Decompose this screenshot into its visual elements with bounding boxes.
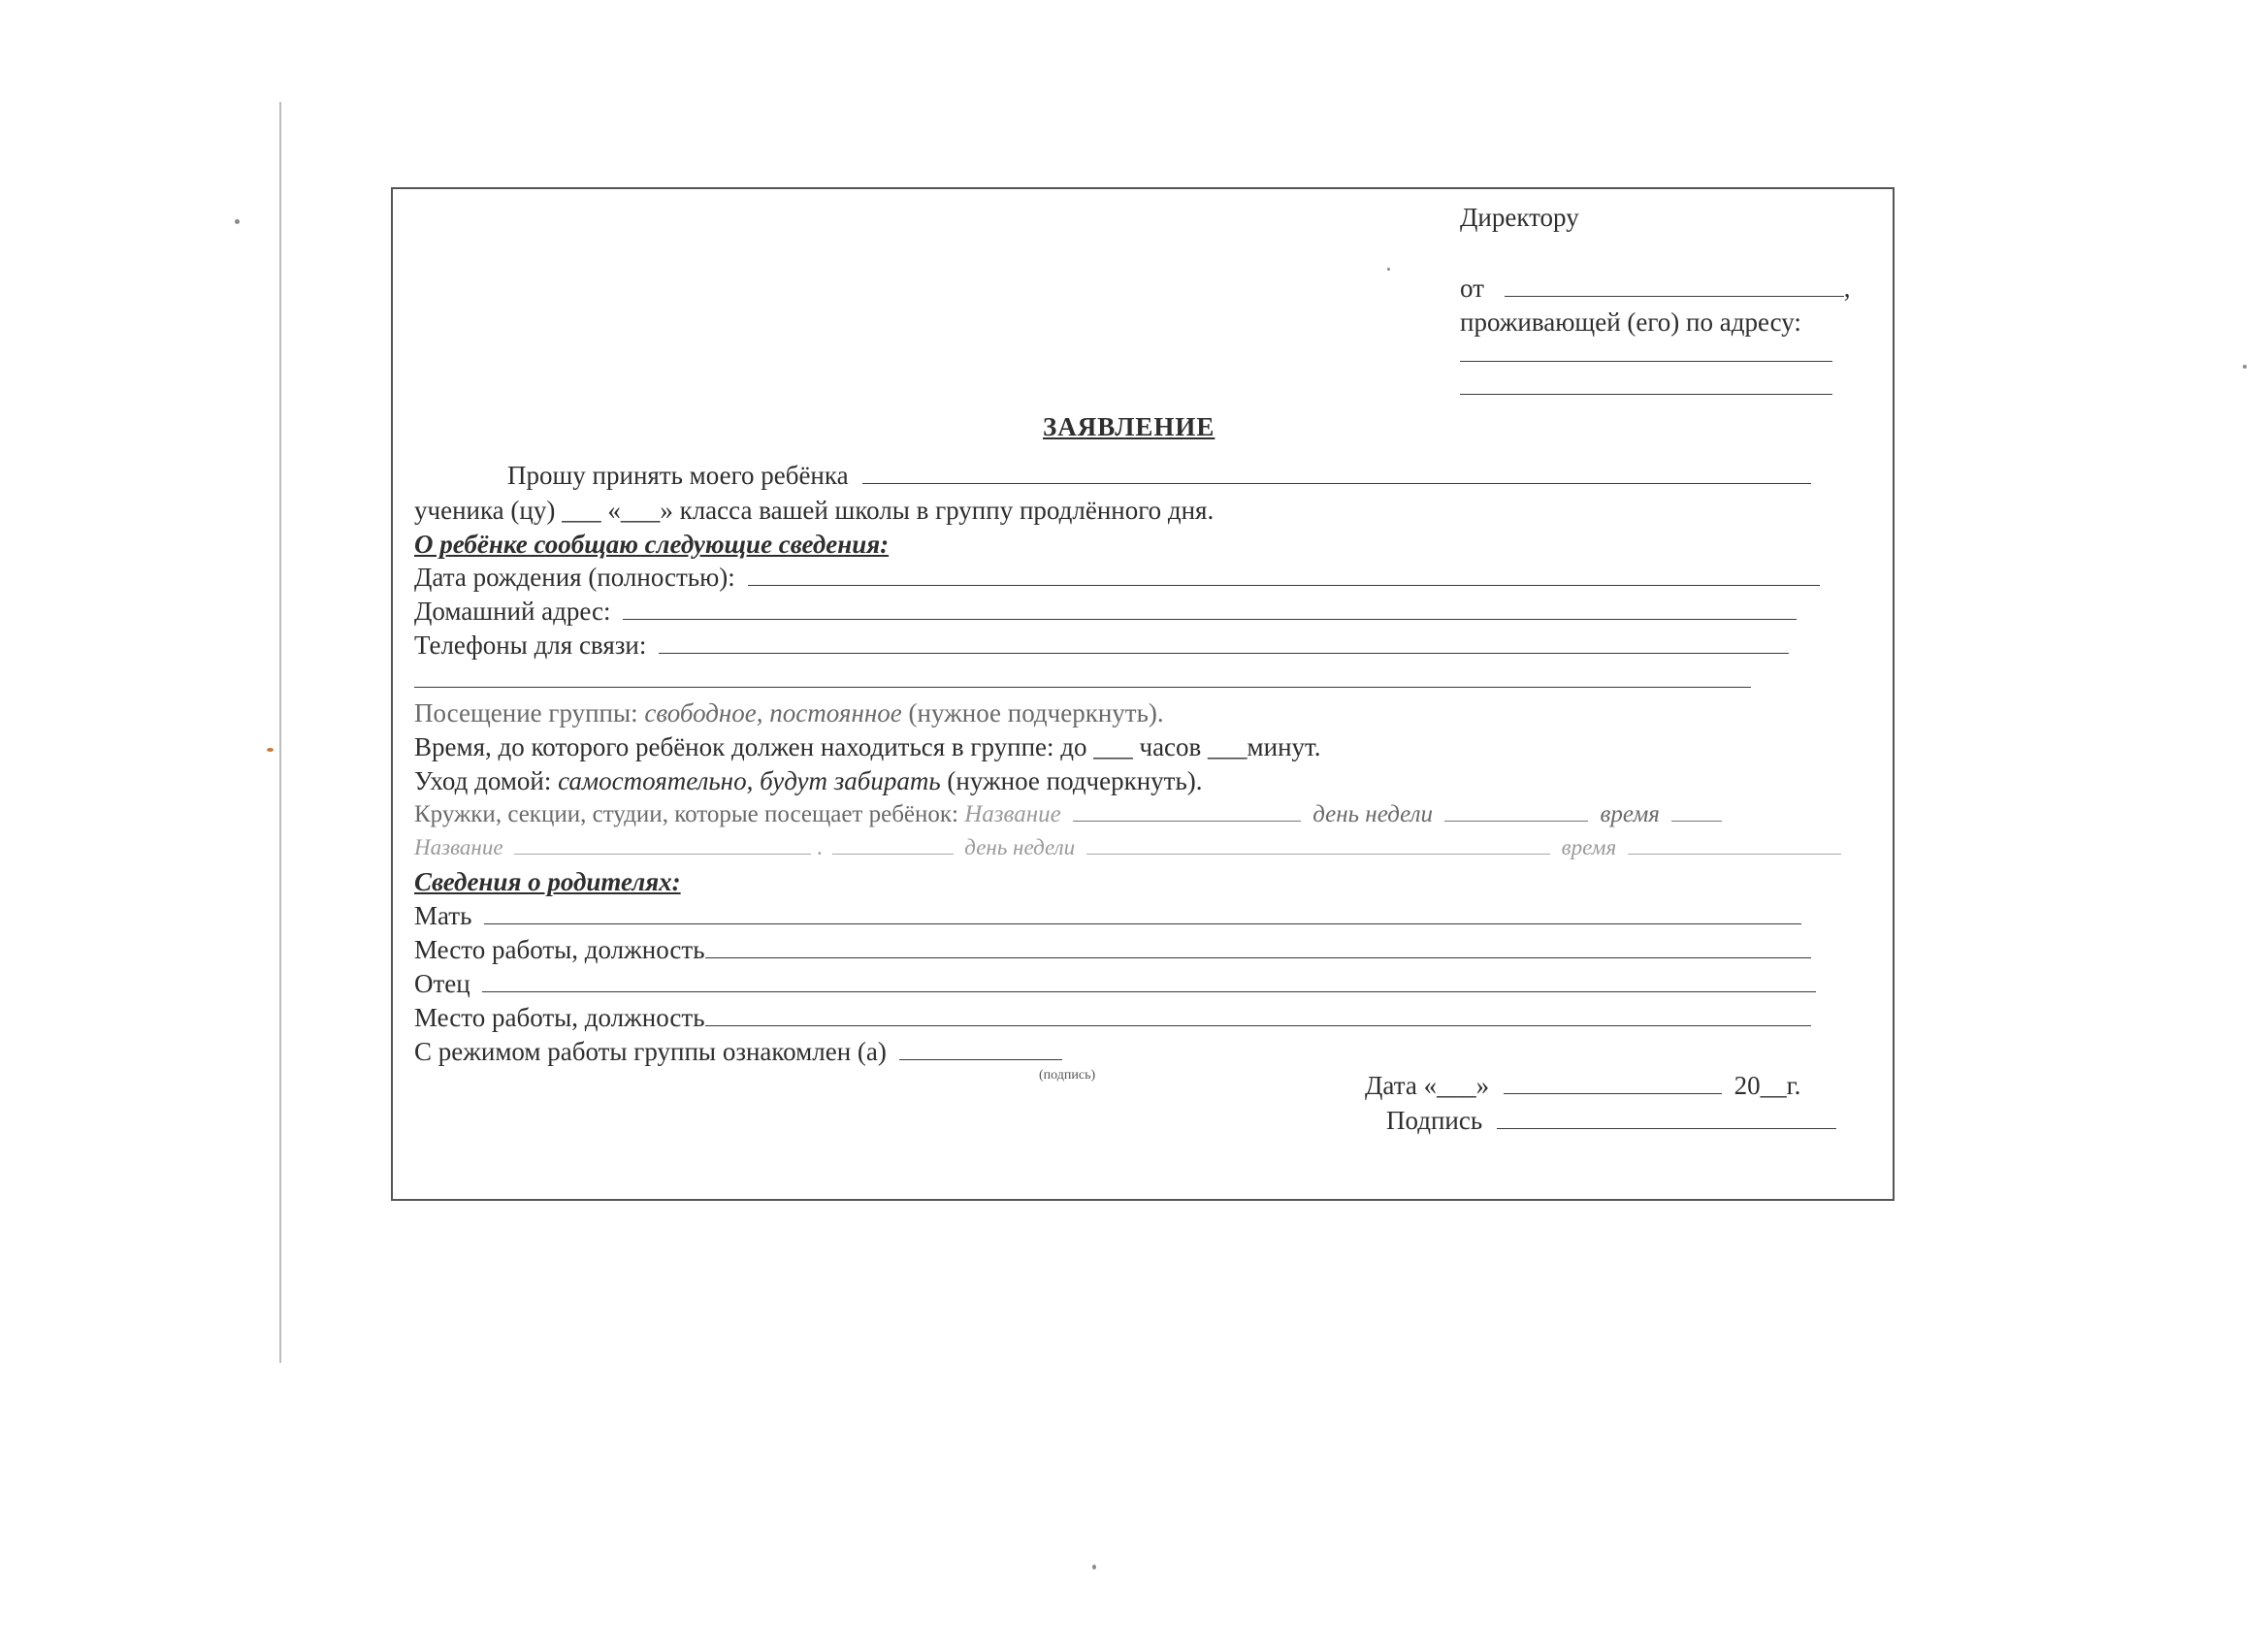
from-label: от	[1460, 274, 1484, 303]
addressee-label: Директору	[1460, 203, 1579, 232]
signature-row	[1386, 1104, 1836, 1137]
address-row-2	[1460, 370, 1832, 403]
address-field-2[interactable]	[1460, 372, 1832, 395]
father-work-label: Место работы, должность	[414, 1003, 705, 1032]
attendance-label: Посещение группы:	[414, 698, 645, 728]
phones-field[interactable]	[659, 631, 1789, 654]
acquainted-signature-field[interactable]	[899, 1038, 1062, 1060]
date-month-field[interactable]	[1504, 1072, 1722, 1094]
club-time-label-2: время	[1561, 835, 1617, 859]
address-field-1[interactable]	[1460, 340, 1832, 362]
attendance-row	[414, 696, 1164, 729]
acquainted-label: С режимом работы группы ознакомлен (а)	[414, 1037, 887, 1066]
departure-row	[414, 764, 1203, 797]
attendance-options[interactable]: свободное, постоянное	[644, 698, 902, 728]
child-name-field[interactable]	[862, 462, 1811, 484]
mother-work-row	[414, 933, 1811, 966]
signature-hint: (подпись)	[1039, 1068, 1096, 1083]
time-row: Время, до которого ребёнок должен находиться в группе: до ___ часов ___минут.	[414, 732, 1321, 761]
clubs-label: Кружки, секции, студии, которые посещает ребёнок:	[414, 801, 965, 827]
date-row	[1365, 1069, 1800, 1102]
father-row	[414, 967, 1816, 1000]
from-row	[1460, 272, 1850, 305]
club-second-row	[414, 831, 1841, 864]
from-name-field[interactable]	[1505, 275, 1844, 297]
parents-heading: Сведения о родителях:	[414, 867, 681, 896]
club-time-field-2[interactable]	[1628, 832, 1841, 855]
scan-speck	[235, 219, 240, 224]
mother-row	[414, 899, 1801, 932]
club-day-label: день недели	[1312, 801, 1434, 827]
mother-work-label: Место работы, должность	[414, 935, 705, 964]
signature-field[interactable]	[1497, 1107, 1836, 1129]
clubs-row	[414, 798, 1722, 831]
mother-field[interactable]	[484, 902, 1801, 924]
birthdate-field[interactable]	[748, 564, 1820, 586]
club-time-field[interactable]	[1671, 799, 1722, 822]
club-name-label-2: Название	[414, 835, 503, 859]
residing-label: проживающей (его) по адресу:	[1460, 307, 1801, 337]
club-name-field-2[interactable]	[514, 832, 811, 855]
scan-edge	[279, 102, 281, 1363]
request-row	[507, 459, 1811, 492]
club-day-label-2: день недели	[964, 835, 1076, 859]
club-separator: .	[817, 835, 823, 859]
from-comma: ,	[1843, 274, 1851, 303]
father-work-row	[414, 1001, 1811, 1034]
acquainted-row	[414, 1035, 1062, 1068]
birthdate-label: Дата рождения (полностью):	[414, 563, 735, 592]
departure-label: Уход домой:	[414, 766, 559, 795]
home-address-label: Домашний адрес:	[414, 597, 611, 626]
form-title: ЗАЯВЛЕНИЕ	[1043, 412, 1215, 441]
signature-label: Подпись	[1386, 1106, 1483, 1135]
club-extra-field-2[interactable]	[832, 832, 954, 855]
departure-note: (нужное подчеркнуть).	[940, 766, 1203, 795]
mother-work-field[interactable]	[705, 936, 1811, 958]
club-name-label: Название	[964, 801, 1061, 827]
club-day-field-2[interactable]	[1086, 832, 1550, 855]
request-label: Прошу принять моего ребёнка	[507, 461, 849, 490]
departure-options[interactable]: самостоятельно, будут забирать	[558, 766, 941, 795]
father-work-field[interactable]	[705, 1004, 1811, 1026]
date-label: Дата «___»	[1365, 1071, 1490, 1100]
year-label: 20__г.	[1733, 1071, 1801, 1100]
pupil-line: ученика (цу) ___ «___» класса вашей школы в группу продлённого дня.	[414, 496, 1215, 525]
club-time-label: время	[1600, 801, 1660, 827]
home-address-field[interactable]	[623, 598, 1797, 620]
father-field[interactable]	[482, 970, 1816, 992]
application-form	[391, 187, 1895, 1201]
phones-extra-row	[414, 663, 1751, 695]
club-name-field[interactable]	[1073, 799, 1301, 822]
phones-label: Телефоны для связи:	[414, 630, 647, 660]
scan-speck	[1092, 1565, 1096, 1569]
child-info-heading: О ребёнке сообщаю следующие сведения:	[414, 530, 890, 559]
father-label: Отец	[414, 969, 470, 998]
birthdate-row	[414, 561, 1820, 594]
home-address-row	[414, 595, 1797, 628]
mother-label: Мать	[414, 901, 472, 930]
club-day-field[interactable]	[1444, 799, 1588, 822]
phones-extra-field[interactable]	[414, 665, 1751, 688]
attendance-note: (нужное подчеркнуть).	[901, 698, 1164, 728]
scan-speck	[267, 748, 274, 752]
phones-row	[414, 629, 1789, 662]
address-row-1	[1460, 337, 1832, 370]
scan-speck	[2243, 365, 2247, 369]
